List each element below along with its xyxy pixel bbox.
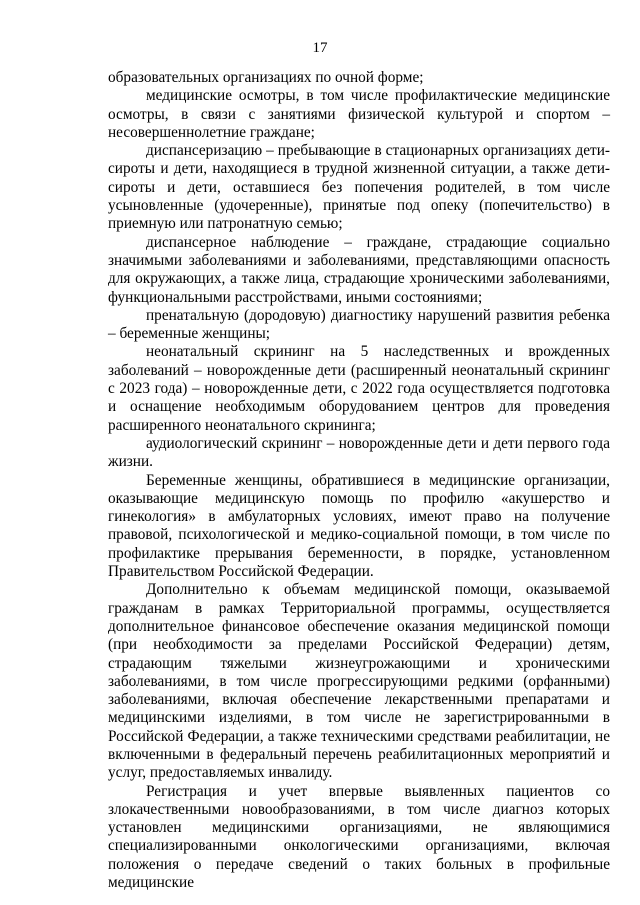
paragraph-10: Регистрация и учет впервые выявленных пациентов со злокачественными новообразованиями, в том числе диагноз которых установлен медицинскими организациями, не являющимися специализированными онкологическими организациями, включая положения о передаче сведений о таких больных в профильные медицинские — [108, 782, 610, 892]
paragraph-6: неонатальный скрининг на 5 наследственных и врожденных заболеваний – новорожденные дети (расширенный неонатальный скрининг с 2023 года) – новорожденные дети, с 2022 года осуществляется подготовка и оснащение необходимым оборудованием центров для проведения расширенного неонатального скрининга; — [108, 343, 610, 434]
paragraph-9: Дополнительно к объемам медицинской помощи, оказываемой гражданам в рамках Территориальной программы, осуществляется дополнительное финансовое обеспечение оказания медицинской помощи (при необходимости за пределами Российской Федерации) детям, страдающим тяжелыми жизнеугрожающими и хроническими заболеваниями, в том числе прогрессирующими редкими (орфанными) заболеваниями, включая обеспечение лекарственными препаратами и медицинскими изделиями, в том числе не зарегистрированными в Российской Федерации, а также техническими средствами реабилитации, не включенными в федеральный перечень реабилитационных мероприятий и услуг, предоставляемых инвалиду. — [108, 581, 610, 782]
paragraph-7: аудиологический скрининг – новорожденные дети и дети первого года жизни. — [108, 434, 610, 471]
paragraph-5: пренатальную (дородовую) диагностику нарушений развития ребенка – беременные женщины; — [108, 306, 610, 343]
paragraph-2: медицинские осмотры, в том числе профилактические медицинские осмотры, в связи с занятиями физической культурой и спортом – несовершеннолетние граждане; — [108, 87, 610, 141]
body-text — [108, 69, 610, 892]
page-number: 17 — [312, 40, 328, 56]
paragraph-4: диспансерное наблюдение – граждане, страдающие социально значимыми заболеваниями и заболеваниями, представляющими опасность для окружающих, а также лица, страдающие хроническими заболеваниями, функциональными расстройствами, иными состояниями; — [108, 233, 610, 306]
paragraph-1: образовательных организациях по очной форме; — [108, 69, 424, 86]
paragraph-3: диспансеризацию – пребывающие в стационарных организациях дети-сироты и дети, находящиеся в трудной жизненной ситуации, а также дети-сироты и дети, оставшиеся без попечения родителей, в том числе усыновленные (удочеренные), принятые под опеку (попечительство) в приемную или патронатную семью; — [108, 142, 610, 233]
paragraph-8: Беременные женщины, обратившиеся в медицинские организации, оказывающие медицинскую помощь по профилю «акушерство и гинекология» в амбулаторных условиях, имеют право на получение правовой, психологической и медико-социальной помощи, в том числе по профилактике прерывания беременности, в порядке, установленном Правительством Российской Федерации. — [108, 471, 610, 581]
